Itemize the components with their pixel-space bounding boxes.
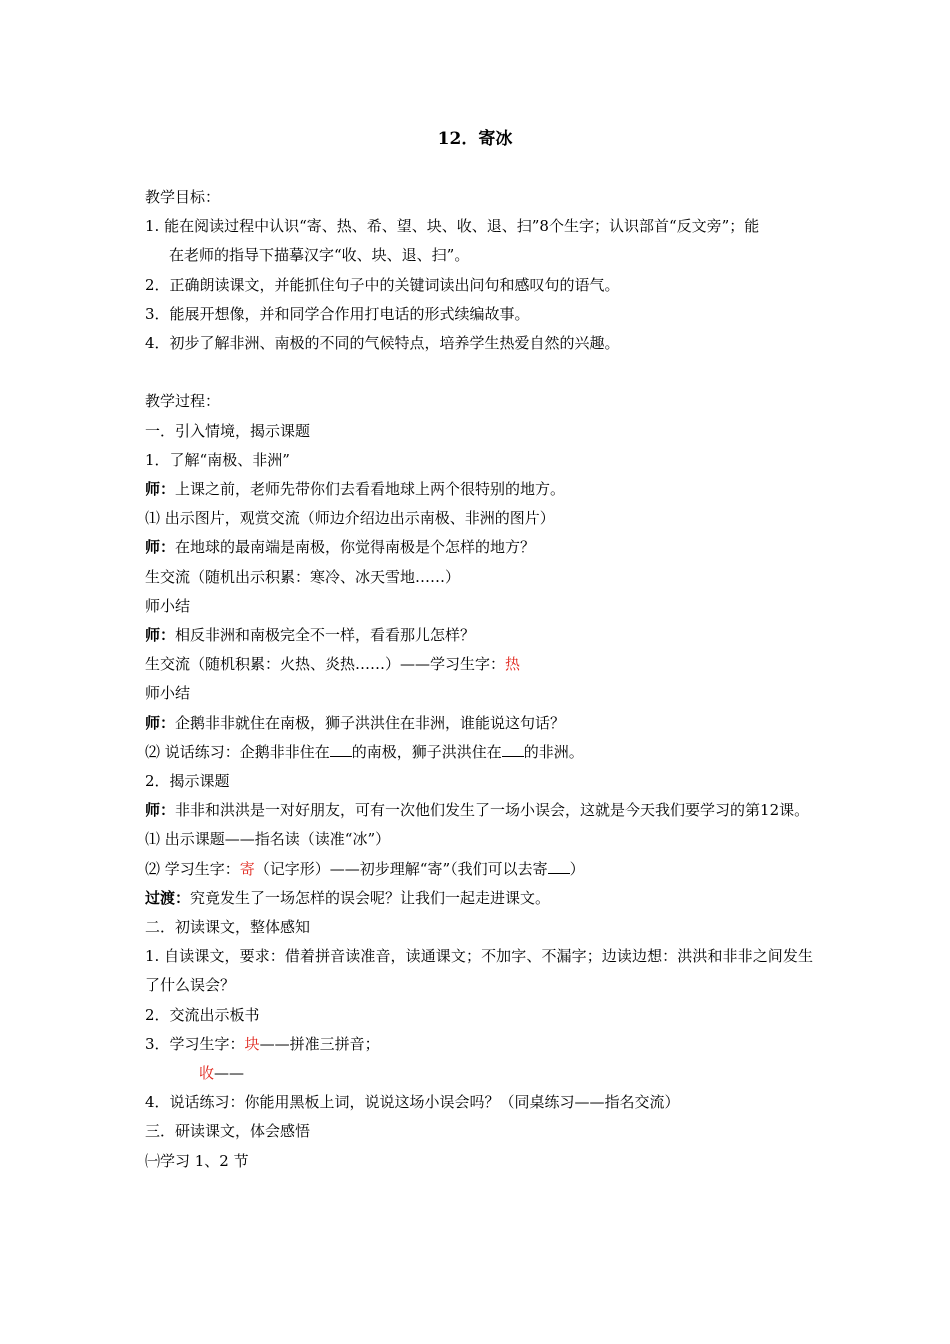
step-text: ——拼准三拼音；	[259, 1034, 380, 1053]
student-text: 生交流（随机积累：火热、炎热……）——学习生字：	[145, 655, 506, 674]
goal-item-1a: 1. 能在阅读过程中认识“寄、热、希、望、块、收、退、扫”8个生字；认识部首“反文旁”；能	[145, 217, 760, 236]
new-character: 收	[199, 1064, 215, 1083]
point-text: ⑵ 学习生字：	[145, 859, 240, 878]
point-text: ⑵ 说话练习：企鹅非非住在	[145, 742, 330, 761]
point-text: （记字形）——初步理解“寄”（我们可以去寄	[254, 859, 548, 878]
step-3-1: ㈠学习 1、2 节	[145, 1151, 249, 1170]
step-1-1: 1．了解“南极、非洲”	[145, 450, 290, 469]
new-character: 热	[505, 655, 521, 674]
goal-item-4: 4．初步了解非洲、南极的不同的气候特点，培养学生热爱自然的兴趣。	[145, 334, 620, 353]
transition-line	[145, 884, 813, 913]
teacher-line-4	[145, 709, 813, 738]
goal-item-3: 3．能展开想像，并和同学合作用打电话的形式续编故事。	[145, 304, 530, 323]
point-2	[145, 738, 813, 767]
teacher-text: 上课之前，老师先带你们去看看地球上两个很特别的地方。	[175, 480, 566, 499]
process-heading: 教学过程：	[145, 392, 221, 411]
point-text: 的非洲。	[523, 742, 584, 761]
teacher-line-1	[145, 475, 813, 504]
point-3: ⑴ 出示课题——指名读（读准“冰”）	[145, 830, 391, 849]
section-1-heading: 一．引入情境，揭示课题	[145, 421, 311, 440]
speaker-label: 师：	[145, 626, 176, 645]
goals-heading: 教学目标：	[145, 188, 221, 206]
step-text: ——	[214, 1064, 245, 1083]
lesson-title: 12．寄冰	[437, 129, 513, 149]
spacer	[145, 358, 813, 387]
speaker-label: 师：	[145, 480, 176, 499]
teacher-line-3	[145, 621, 813, 650]
point-text: ）	[569, 859, 585, 878]
point-4	[145, 855, 813, 884]
step-2-3	[145, 1030, 813, 1059]
student-line-2	[145, 650, 813, 679]
teacher-line-2	[145, 533, 813, 562]
fill-blank	[330, 742, 352, 757]
section-3-heading: 三．研读课文，体会感悟	[145, 1122, 311, 1141]
transition-label: 过渡：	[145, 888, 191, 907]
teacher-text: 相反非洲和南极完全不一样，看看那儿怎样？	[175, 626, 476, 645]
step-2-1: 1. 自读课文，要求：借着拼音读准音，读通课文；不加字、不漏字；边读边想：洪洪和非非之间发生了什么误会？	[145, 947, 813, 995]
transition-text: 究竟发生了一场怎样的误会呢？让我们一起走进课文。	[190, 888, 551, 907]
goal-item-1b: 在老师的指导下描摹汉字“收、块、退、扫”。	[169, 246, 470, 265]
student-line-1: 生交流（随机出示积累：寒冷、冰天雪地……）	[145, 567, 461, 586]
new-character: 块	[244, 1034, 260, 1053]
step-2-3-cont	[145, 1059, 813, 1088]
teacher-summary-2: 师小结	[145, 684, 191, 703]
teacher-summary-1: 师小结	[145, 596, 191, 615]
teacher-line-5	[145, 796, 813, 825]
teacher-text: 非非和洪洪是一对好朋友，可有一次他们发生了一场小误会，这就是今天我们要学习的第12课。	[175, 801, 810, 820]
step-text: 3．学习生字：	[145, 1034, 245, 1053]
fill-blank	[502, 742, 524, 757]
fill-blank	[548, 859, 570, 874]
step-1-2: 2．揭示课题	[145, 772, 230, 791]
speaker-label: 师：	[145, 801, 176, 820]
new-character: 寄	[239, 859, 255, 878]
goal-item-2: 2．正确朗读课文，并能抓住句子中的关键词读出问句和感叹句的语气。	[145, 275, 620, 294]
speaker-label: 师：	[145, 713, 176, 732]
step-2-2: 2．交流出示板书	[145, 1005, 260, 1024]
point-1: ⑴ 出示图片，观赏交流（师边介绍边出示南极、非洲的图片）	[145, 509, 555, 528]
teacher-text: 在地球的最南端是南极，你觉得南极是个怎样的地方？	[175, 538, 536, 557]
document-body	[145, 183, 813, 1176]
section-2-heading: 二．初读课文，整体感知	[145, 918, 311, 937]
point-text: 的南极，狮子洪洪住在	[351, 742, 502, 761]
teacher-text: 企鹅非非就住在南极，狮子洪洪住在非洲，谁能说这句话？	[175, 713, 566, 732]
step-2-4: 4．说话练习：你能用黑板上词，说说这场小误会吗？（同桌练习——指名交流）	[145, 1093, 680, 1112]
speaker-label: 师：	[145, 538, 176, 557]
